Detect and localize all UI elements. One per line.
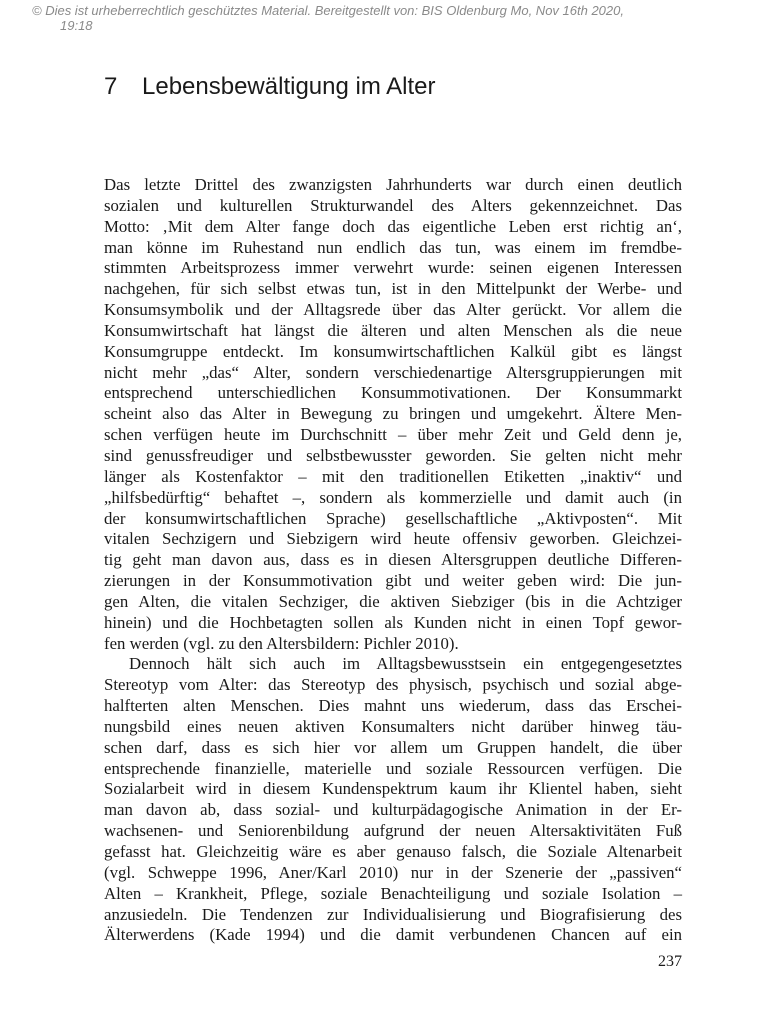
copyright-watermark (32, 3, 712, 33)
text-line: tig geht man davon aus, dass es in diesen Altersgruppen deutliche Differen- (104, 550, 682, 570)
text-line: gefasst hat. Gleichzeitig wäre es aber genauso falsch, die Soziale Altenarbeit (104, 842, 682, 861)
text-line: Sozialarbeit wird in diesem Kundenspektrum kaum ihr Klientel haben, sieht (104, 779, 682, 799)
chapter-number: 7 (104, 73, 118, 100)
text-line: (vgl. Schweppe 1996, Aner/Karl 2010) nur in der Szenerie der „passiven“ (104, 862, 682, 882)
text-line: sozialen und kulturellen Strukturwandel des Alters gekennzeichnet. Das (104, 195, 682, 215)
text-line: anzusiedeln. Die Tendenzen zur Individualisierung und Biografisierung des (104, 904, 682, 924)
text-line: halfterten alten Menschen. Dies mahnt uns wiederum, dass das Erschei- (104, 696, 682, 716)
text-line: sind genussfreudiger und selbstbewusster geworden. Sie gelten nicht mehr (104, 445, 682, 465)
text-line: wachsenen- und Seniorenbildung aufgrund der neuen Altersaktivitäten Fuß (104, 821, 682, 841)
text-line: „hilfsbedürftig“ behaftet –, sondern als kommerzielle und damit auch (in (104, 487, 682, 507)
text-line: Konsumsymbolik und der Alltagsrede über das Alter gerückt. Vor allem die (104, 300, 682, 320)
text-line: man davon ab, dass sozial- und kulturpädagogische Animation in der Er- (104, 800, 682, 820)
text-line: der konsumwirtschaftlichen Sprache) gesellschaftliche „Aktivposten“. Mit (104, 508, 682, 528)
body-text (104, 175, 682, 946)
page-number: 237 (658, 953, 682, 970)
text-line: schen darf, dass es sich hier vor allem um Gruppen handelt, die über (104, 737, 682, 757)
watermark-line-2: 19:18 (60, 18, 93, 33)
text-line: nungsbild eines neuen aktiven Konsumalters nicht darüber hinweg täu- (104, 716, 682, 736)
text-line: gen Alten, die vitalen Sechziger, die aktiven Siebziger (bis in die Achtziger (104, 591, 682, 611)
paragraph-1 (104, 175, 682, 654)
text-line: entsprechend unterschiedlichen Konsummotivationen. Der Konsummarkt (104, 383, 682, 403)
text-line: hinein) und die Hochbetagten sollen als Kunden nicht in einen Topf gewor- (104, 612, 682, 632)
text-line: Konsumwirtschaft hat längst die älteren und alten Menschen als die neue (104, 320, 682, 340)
text-line: Älterwerdens (Kade 1994) und die damit verbundenen Chancen auf ein (104, 925, 682, 945)
text-line: nicht mehr „das“ Alter, sondern verschiedenartige Altersgruppierungen mit (104, 362, 682, 382)
text-line: Das letzte Drittel des zwanzigsten Jahrhunderts war durch einen deutlich (104, 175, 682, 194)
text-line: nachgehen, für sich selbst etwas tun, ist in den Mittelpunkt der Werbe- und (104, 279, 682, 299)
paragraph-2 (104, 654, 682, 946)
text-line: Motto: ‚Mit dem Alter fange doch das eigentliche Leben erst richtig an‘, (104, 216, 682, 236)
text-line: Alten – Krankheit, Pflege, soziale Benachteiligung und soziale Isolation – (104, 883, 682, 903)
text-line: Dennoch hält sich auch im Alltagsbewusstsein ein entgegengesetztes (129, 654, 682, 674)
text-line: Stereotyp vom Alter: das Stereotyp des physisch, psychisch und sozial abge- (104, 675, 682, 695)
text-line: stimmten Arbeitsprozess immer verwehrt wurde: seinen eigenen Interessen (104, 258, 682, 278)
text-line: zierungen in der Konsummotivation gibt und weiter geben wird: Die jun- (104, 571, 682, 591)
chapter-heading (104, 72, 436, 102)
text-line: man könne im Ruhestand nun endlich das tun, was einem im fremdbe- (104, 237, 682, 257)
text-line: entsprechende finanzielle, materielle und soziale Ressourcen verfügen. Die (104, 758, 682, 778)
text-line: fen werden (vgl. zu den Altersbildern: Pichler 2010). (104, 633, 459, 653)
watermark-line-1: © Dies ist urheberrechtlich geschütztes Material. Bereitgestellt von: BIS Oldenburg Mo, Nov 16th 2020, (32, 3, 624, 18)
text-line: länger als Kostenfaktor – mit den traditionellen Etiketten „inaktiv“ und (104, 466, 682, 486)
text-line: schen verfügen heute im Durchschnitt – über mehr Zeit und Geld denn je, (104, 425, 682, 445)
chapter-title: Lebensbewältigung im Alter (142, 73, 436, 100)
text-line: vitalen Sechzigern und Siebzigern wird heute offensiv geworben. Gleichzei- (104, 529, 682, 549)
text-line: Konsumgruppe entdeckt. Im konsumwirtschaftlichen Kalkül gibt es längst (104, 341, 682, 361)
text-line: scheint also das Alter in Bewegung zu bringen und umgekehrt. Ältere Men- (104, 404, 682, 424)
